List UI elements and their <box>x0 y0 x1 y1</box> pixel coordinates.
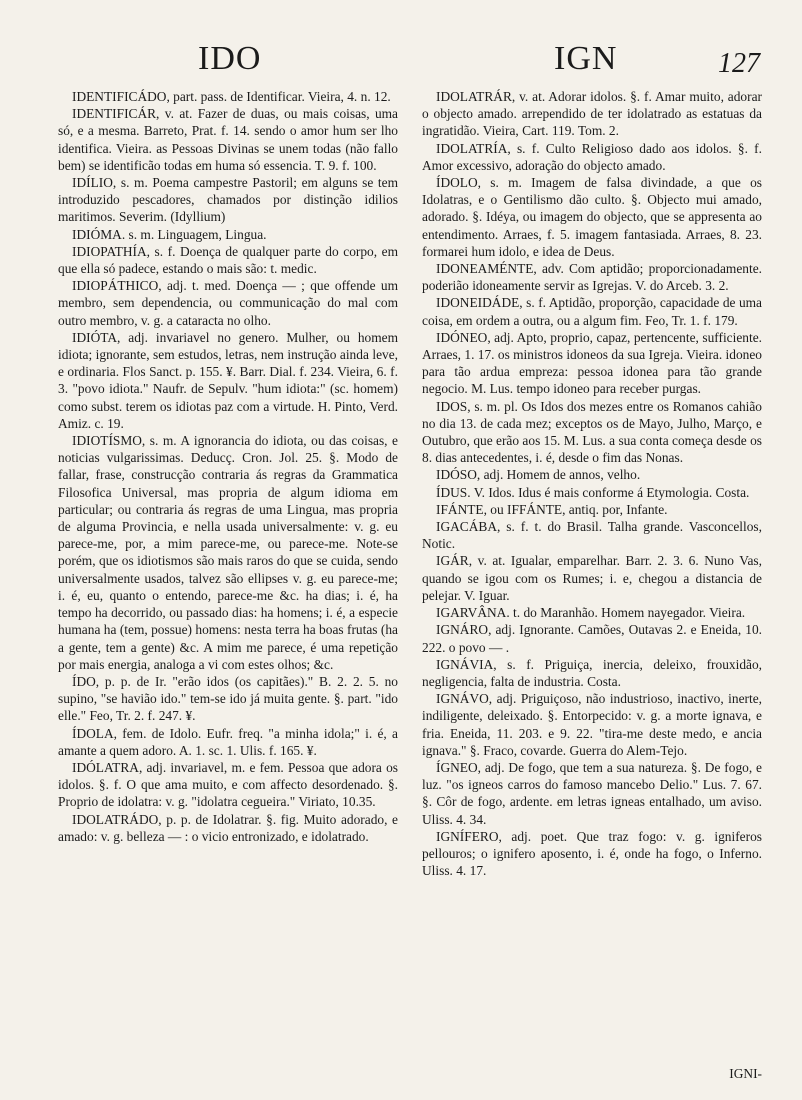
entry: IDOS, s. m. pl. Os Idos dos mezes entre os Romanos cahião no dia 13. de cada mez; exceptos os de Mayo, Julho, Março, e Outubro, que erão aos 15. M. Lus. a sua conta começa desde os 8. dias antecedentes, i. é, desde o fim das Nonas. <box>422 398 762 466</box>
two-column-body <box>58 88 762 879</box>
right-guide-word: IGN <box>554 40 618 77</box>
entry: IDONEAMÉNTE, adv. Com aptidão; proporcionadamente. poderião idoneamente servir as Igrejas. V. do Arceb. 3. 2. <box>422 261 762 294</box>
catchword: IGNI- <box>729 1066 762 1081</box>
entry: ÍDOLA, fem. de Idolo. Eufr. freq. "a minha idola;" i. é, a amante a quem adoro. A. 1. sc. 1. Ulis. f. 165. ¥. <box>58 725 398 758</box>
entry: IDIOPÁTHICO, adj. t. med. Doença — ; que offende um membro, sem dependencia, ou communicação do mal com outro membro, v. g. a cataracta no olho. <box>58 278 398 328</box>
entry: ÍDUS. V. Idos. Idus é mais conforme á Etymologia. Costa. <box>436 484 750 500</box>
entry: IFÁNTE, ou IFFÁNTE, antiq. por, Infante. <box>436 501 668 517</box>
entry: IDENTIFICÁDO, part. pass. de Identificar. Vieira, 4. n. 12. <box>72 89 391 104</box>
entry: ÍGNEO, adj. De fogo, que tem a sua natureza. §. De fogo, e luz. "os igneos carros do famoso mancebo Delio." Lus. 7. 67. §. Côr de fogo, ardente. em letras igneas entalhado, um aviso. Uliss. 4. 34. <box>422 759 762 827</box>
entry: IGACÁBA, s. f. t. do Brasil. Talha grande. Vasconcellos, Notic. <box>422 519 762 552</box>
entry: IDIÓMA. s. m. Linguagem, Lingua. <box>72 226 267 242</box>
entry: IDOLATRÁDO, p. p. de Idolatrar. §. fig. Muito adorado, e amado: v. g. belleza — : o vicio entronizado, e idolatrado. <box>58 811 398 844</box>
left-column <box>58 88 398 879</box>
entry: IGNÁRO, adj. Ignorante. Camões, Outavas 2. e Eneida, 10. 222. o povo — . <box>422 622 762 655</box>
right-column <box>422 88 762 879</box>
entry: IDÓLATRA, adj. invariavel, m. e fem. Pessoa que adora os idolos. §. f. O que ama muito, e com affecto desordenado. §. Proprio de idolatra: v. g. "idolatra cegueira." Viriato, 10.35. <box>58 759 398 810</box>
entry: IDOLATRÍA, s. f. Culto Religioso dado aos idolos. §. f. Amor excessivo, adoração do objecto amado. <box>422 140 762 173</box>
entry: IDIOPATHÍA, s. f. Doença de qualquer parte do corpo, em que ella só padece, estando o mais são: t. medic. <box>58 243 398 277</box>
entry: IDÓSO, adj. Homem de annos, velho. <box>436 467 641 483</box>
running-header <box>58 40 762 88</box>
entry: IGÁR, v. at. Igualar, emparelhar. Barr. 2. 3. 6. Nuno Vas, quando se igou com os Rumes; i. e, chegou a distancia de pelejar. V. Iguar. <box>422 553 762 603</box>
entry: IDIOTÍSMO, s. m. A ignorancia do idiota, ou das coisas, e noticias vulgarissimas. Deducç. Cron. Jol. 25. §. Modo de fallar, frase, construcção contraria ás regras da Grammatica Filosofica Universal, mas propria de algum idioma em particular; ou contraria ás regras de uma Lingua, mas propria de alguma Provincia, e nella usada universalmente: v. g. eu parece-me, por, a mim parece-me, ou parece-me. Note-se porém, que os idiotismos são mais raros do que se cuida, sendo universalmente usados, talvez são ellipses v. g. eu parece-me; i. é, eu, quanto o entendo, parece-me &c. ha dias; i. é, ha tempo ha decorrido, ou passado dias: ha homens; i. é, a especie humana ha (tem, possue) homens: nesta terra ha boas frutas (ha a gente, tem a gente) &c. A mim me parece, é uma repetição por mais energia, analoga a vi com estes olhos; &c. <box>58 433 398 672</box>
entry: IDENTIFICÁR, v. at. Fazer de duas, ou mais coisas, uma só, e a mesma. Barreto, Prat. f. 14. sendo o amor hum ser lho identifica. Vieira. as Pessoas Divinas se unem todas (não fallo bem) se identificão todas em huma só essencia. T. 9. f. 100. <box>58 106 398 173</box>
entry: ÍDO, p. p. de Ir. "erão idos (os capitães)." B. 2. 2. 5. no supino, "se havião ido." tem-se ido já muita gente. §. part. "ido elle." Feo, Tr. 2. f. 247. ¥. <box>58 673 398 724</box>
entry: IGNÁVIA, s. f. Priguiça, inercia, deleixo, frouxidão, negligencia, falta de industria. Costa. <box>422 656 762 689</box>
entry: IDÓNEO, adj. Apto, proprio, capaz, pertencente, sufficiente. Arraes, 1. 17. os ministros idoneos da sua Igreja. Vieira. idoneo para tão ardua empreza: pessoa idonea para tão grande negocio. M. Lus. tempo idoneo para receber purgas. <box>422 329 762 397</box>
entry: IGNÍFERO, adj. poet. Que traz fogo: v. g. igniferos pellouros; o ignifero aposento, i. é, onde ha fogo, o Inferno. Uliss. 4. 17. <box>422 828 762 879</box>
entry: ÍDOLO, s. m. Imagem de falsa divindade, a que os Idolatras, e o Gentilismo dão culto. §. Objecto mui amado, adorado. §. Idéya, ou imagem do objecto, que se appresenta ao entendimento. Arraes, f. 5. imagem fantasiada. Arraes, 8. 23. formarei hum idolo, e idea de Deus. <box>422 175 762 259</box>
entry: IDONEIDÁDE, s. f. Aptidão, proporção, capacidade de uma coisa, em ordem a outra, ou a algum fim. Feo, Tr. 1. f. 179. <box>422 295 762 328</box>
left-guide-word: IDO <box>198 40 262 77</box>
entry: IDIÓTA, adj. invariavel no genero. Mulher, ou homem idiota; ignorante, sem estudos, letras, nem instrução ainda leve, e ordinaria. Flos Sanct. p. 155. ¥. Barr. Dial. f. 234. Vieira, 6. f. 3. "povo idiota." Naufr. de Sepulv. "hum idiota:" (sc. homem) como subst. terem os idiotas paz com a virtude. H. Pinto, Verd. Amiz. c. 19. <box>58 329 398 431</box>
entry: IGNÁVO, adj. Priguiçoso, não industrioso, inactivo, inerte, indiligente, deleixado. §. Entorpecido: v. g. a morte ignava, e fria. Eneida, 11. 203. e 9. 22. "tira-me deste medo, e ancia ignava." §. Fraco, covarde. Guerra do Alem-Tejo. <box>422 691 762 758</box>
entry: IDOLATRÁR, v. at. Adorar idolos. §. f. Amar muito, adorar o objecto amado. arrependido de ter idolatrado as estatuas da ingratidão. Vieira, Cart. 119. Tom. 2. <box>422 89 762 139</box>
entry: IDÍLIO, s. m. Poema campestre Pastoril; em alguns se tem introduzido pescadores, chamados por distinção idilios maritimos. Severim. (Idyllium) <box>58 175 398 225</box>
entry: IGARVÂNA. t. do Maranhão. Homem nayegador. Vieira. <box>436 605 746 621</box>
page-number: 127 <box>718 48 760 79</box>
